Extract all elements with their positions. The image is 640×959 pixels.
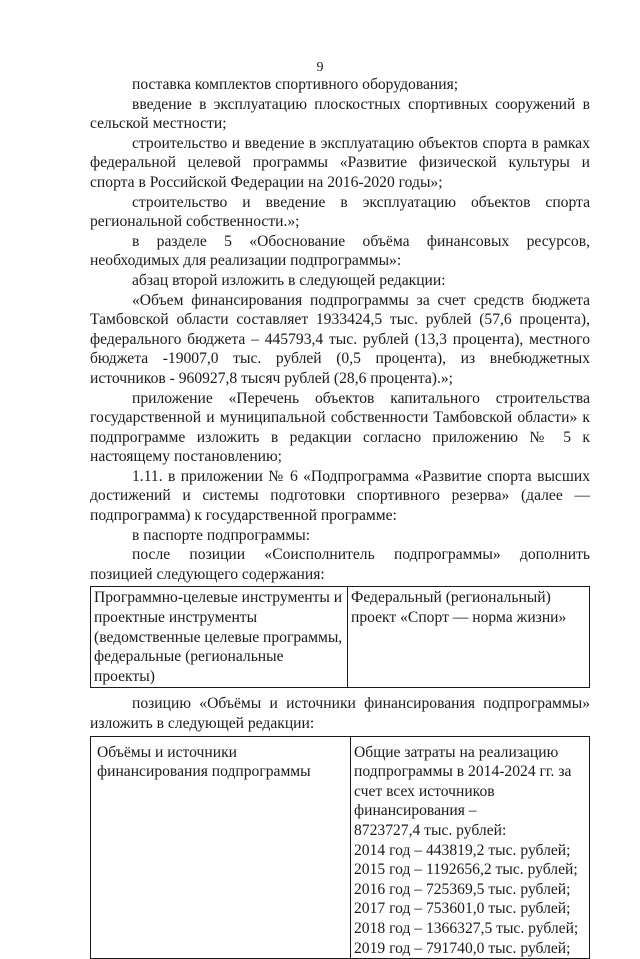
paragraph: после позиции «Соисполнитель подпрограммы» дополнить позицией следующего содержания: xyxy=(90,546,590,583)
financing-line: 2014 год – 443819,2 тыс. рублей; xyxy=(354,841,571,859)
financing-line: 2016 год – 725369,5 тыс. рублей; xyxy=(354,880,571,898)
paragraph: в разделе 5 «Обоснование объёма финансовых ресурсов, необходимых для реализации подпрограммы»: xyxy=(90,232,590,270)
financing-line: 2017 год – 753601,0 тыс. рублей; xyxy=(354,900,571,918)
financing-line: подпрограммы в 2014-2024 гг. за xyxy=(354,763,572,781)
financing-line: 2019 год – 791740,0 тыс. рублей; xyxy=(354,939,571,957)
paragraph: строительство и введение в эксплуатацию объектов спорта в рамках федеральной целевой программы «Развитие физической культуры и спорта в Российской Федерации на 2016-2020 годы»; xyxy=(90,134,590,191)
paragraph: позицию «Объёмы и источники финансирования подпрограммы» изложить в следующей редакции: xyxy=(90,695,590,732)
financing-line: 8723727,4 тыс. рублей: xyxy=(354,821,507,839)
page-content xyxy=(90,75,590,959)
paragraph: введение в эксплуатацию плоскостных спортивных сооружений в сельской местности; xyxy=(90,95,590,133)
table-row xyxy=(91,736,590,959)
table-cell-value: Федеральный (региональный) проект «Спорт — норма жизни» xyxy=(348,587,590,688)
financing-line: Общие затраты на реализацию xyxy=(354,743,559,761)
financing-line: 2018 год – 1366327,5 тыс. рублей; xyxy=(354,919,579,937)
paragraph: строительство и введение в эксплуатацию объектов спорта региональной собственности.»; xyxy=(90,193,590,231)
financing-line: финансирования – xyxy=(354,802,477,820)
table-cell-label: Программно-целевые инструменты и проектные инструменты (ведомственные целевые программы, федеральные (региональные проекты) xyxy=(91,587,348,688)
table-cell-label: Объёмы и источники финансирования подпрограммы xyxy=(91,736,351,959)
financing-cell xyxy=(351,736,590,959)
paragraph: в паспорте подпрограммы: xyxy=(132,526,311,544)
paragraph: абзац второй изложить в следующей редакции: xyxy=(132,271,446,289)
paragraph: приложение «Перечень объектов капитального строительства государственной и муниципальной собственности Тамбовской области» к подпрограмме изложить в редакции согласно приложению № 5 к настоящему постановлению; xyxy=(90,389,590,466)
financing-line: счет всех источников xyxy=(354,782,495,800)
page-number: 9 xyxy=(316,60,324,75)
financing-line: 2015 год – 1192656,2 тыс. рублей; xyxy=(354,861,578,879)
table-row xyxy=(91,587,590,688)
insert-position-table xyxy=(90,586,590,688)
paragraph: 1.11. в приложении № 6 «Подпрограмма «Развитие спорта высших достижений и системы подготовки спортивного резерва» (далее — подпрограмма) к государственной программе: xyxy=(90,467,590,525)
financing-table xyxy=(90,736,590,959)
paragraph: «Объем финансирования подпрограммы за счет средств бюджета Тамбовской области составляет 1933424,5 тыс. рублей (57,6 процента), федерального бюджета – 445793,4 тыс. рублей (13,3 процента), местного бюджета -19007,0 тыс. рублей (0,5 процента), из внебюджетных источников - 960927,8 тысяч рублей (28,6 процента).»; xyxy=(90,291,590,387)
paragraph: поставка комплектов спортивного оборудования; xyxy=(132,76,459,93)
